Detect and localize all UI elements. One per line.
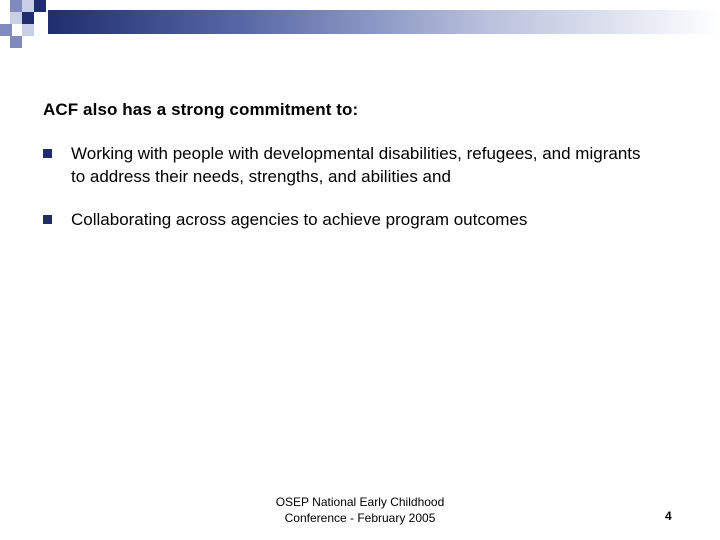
header-square — [22, 0, 34, 12]
header-square — [34, 0, 46, 12]
square-bullet-icon — [43, 149, 52, 158]
slide-heading: ACF also has a strong commitment to: — [43, 100, 359, 119]
header-gradient-bar — [48, 10, 720, 34]
footer-line-2: Conference - February 2005 — [284, 511, 436, 525]
page-number: 4 — [665, 509, 672, 523]
header-square — [22, 12, 34, 24]
header-decoration — [0, 0, 720, 48]
bullet-item — [43, 208, 643, 231]
bullet-item — [43, 142, 643, 188]
bullet-text: Working with people with developmental disabilities, refugees, and migrants to address their needs, strengths, and abilities and — [71, 144, 641, 186]
bullet-list — [43, 142, 643, 251]
footer-line-1: OSEP National Early Childhood — [275, 495, 445, 509]
header-square — [10, 0, 22, 12]
slide-footer — [240, 494, 480, 526]
header-square — [10, 12, 22, 24]
bullet-text: Collaborating across agencies to achieve program outcomes — [71, 210, 528, 229]
header-square — [10, 36, 22, 48]
square-bullet-icon — [43, 215, 52, 224]
header-square — [0, 24, 12, 36]
header-square — [22, 24, 34, 36]
